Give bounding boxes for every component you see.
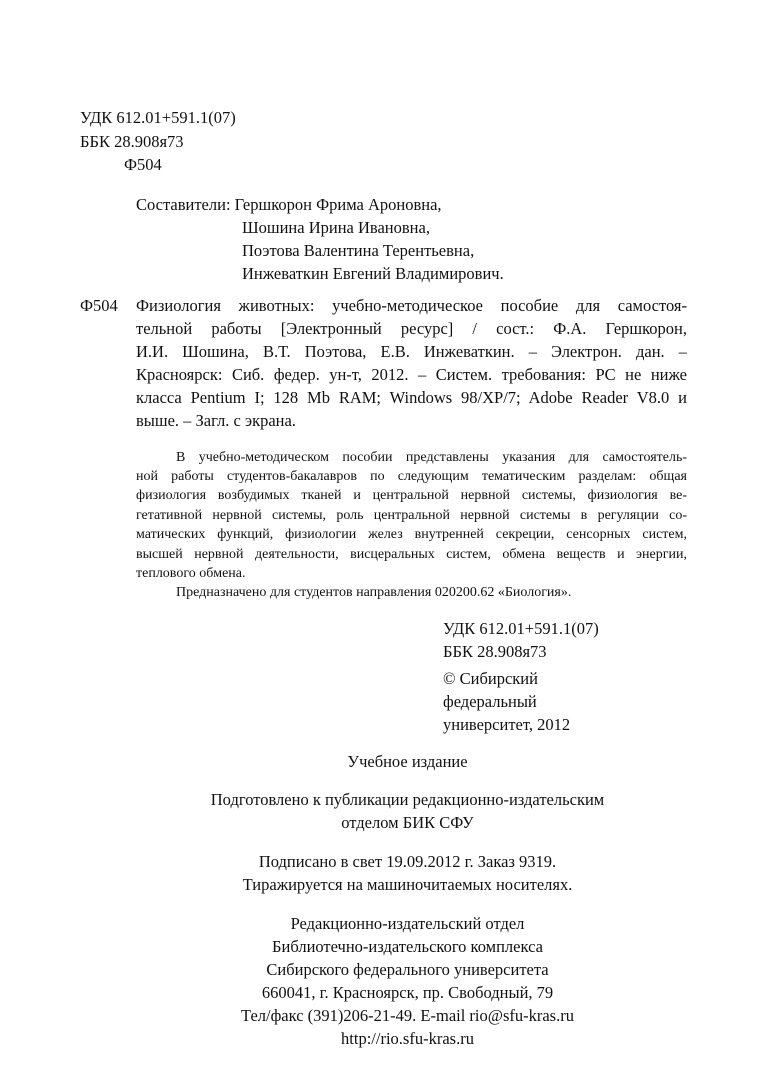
udk-code-right: УДК 612.01+591.1(07) [443, 619, 599, 638]
abstract-line: высшей нервной деятельности, висцеральных систем, обмена веществ и энергии, [136, 547, 687, 562]
abstract-line: теплового обмена. [136, 566, 246, 581]
copyright-line: © Сибирский [443, 669, 538, 688]
prepared-line: отделом БИК СФУ [341, 813, 474, 832]
authors-label: Составители: Гершкорон Фрима Ароновна, [136, 195, 442, 214]
udk-code: УДК 612.01+591.1(07) [80, 108, 236, 127]
author-mark: Ф504 [124, 155, 162, 174]
abstract-line: В учебно-методическом пособии представлены указания для самостоятель- [176, 450, 687, 465]
abstract-line: ной работы студентов-бакалавров по следующим тематическим разделам: общая [136, 469, 687, 484]
author-name: Поэтова Валентина Терентьевна, [242, 241, 475, 260]
publisher-address: 660041, г. Красноярск, пр. Свободный, 79 [261, 983, 554, 1002]
abstract-line: гетативной нервной системы, роль центральной нервной системы в регуляции со- [136, 508, 687, 523]
copyright-line: университет, 2012 [443, 715, 571, 734]
edition-type: Учебное издание [347, 752, 468, 771]
prepared-line: Подготовлено к публикации редакционно-издательским [210, 790, 605, 809]
signed-line: Подписано в свет 19.09.2012 г. Заказ 9319. [258, 852, 557, 871]
entry-line: Физиология животных: учебно-методическое пособие для самостоя- [136, 296, 687, 315]
entry-line: выше. – Загл. с экрана. [136, 411, 296, 430]
author-name: Шошина Ирина Ивановна, [242, 218, 430, 237]
entry-line: И.И. Шошина, В.Т. Поэтова, Е.В. Инжеваткин. – Электрон. дан. – [136, 342, 687, 361]
publisher-line: Редакционно-издательский отдел [290, 914, 525, 933]
bbk-code: ББК 28.908я73 [80, 132, 184, 151]
abstract-line: физиология возбудимых тканей и центральной нервной системы, физиология ве- [136, 488, 687, 503]
author-name: Инжеваткин Евгений Владимирович. [242, 264, 504, 283]
publisher-website: http://rio.sfu-kras.ru [341, 1029, 474, 1048]
entry-line: Красноярск: Сиб. федер. ун-т, 2012. – Систем. требования: PC не ниже [136, 365, 687, 384]
audience-note: Предназначено для студентов направления 020200.62 «Биология». [176, 585, 572, 600]
publisher-line: Библиотечно-издательского комплекса [272, 937, 543, 956]
entry-line: класса Pentium I; 128 Mb RAM; Windows 98/XP/7; Adobe Reader V8.0 и [136, 388, 687, 407]
entry-code: Ф504 [80, 296, 118, 315]
publisher-line: Сибирского федерального университета [266, 960, 549, 979]
abstract-line: матических функций, физиологии желез внутренней секреции, сенсорных систем, [136, 527, 687, 542]
publisher-contacts: Тел/факс (391)206-21-49. E-mail rio@sfu-kras.ru [241, 1006, 574, 1025]
signed-line: Тиражируется на машиночитаемых носителях. [242, 875, 573, 894]
bbk-code-right: ББК 28.908я73 [443, 642, 547, 661]
entry-line: тельной работы [Электронный ресурс] / сост.: Ф.А. Гершкорон, [136, 319, 687, 338]
copyright-line: федеральный [443, 692, 537, 711]
